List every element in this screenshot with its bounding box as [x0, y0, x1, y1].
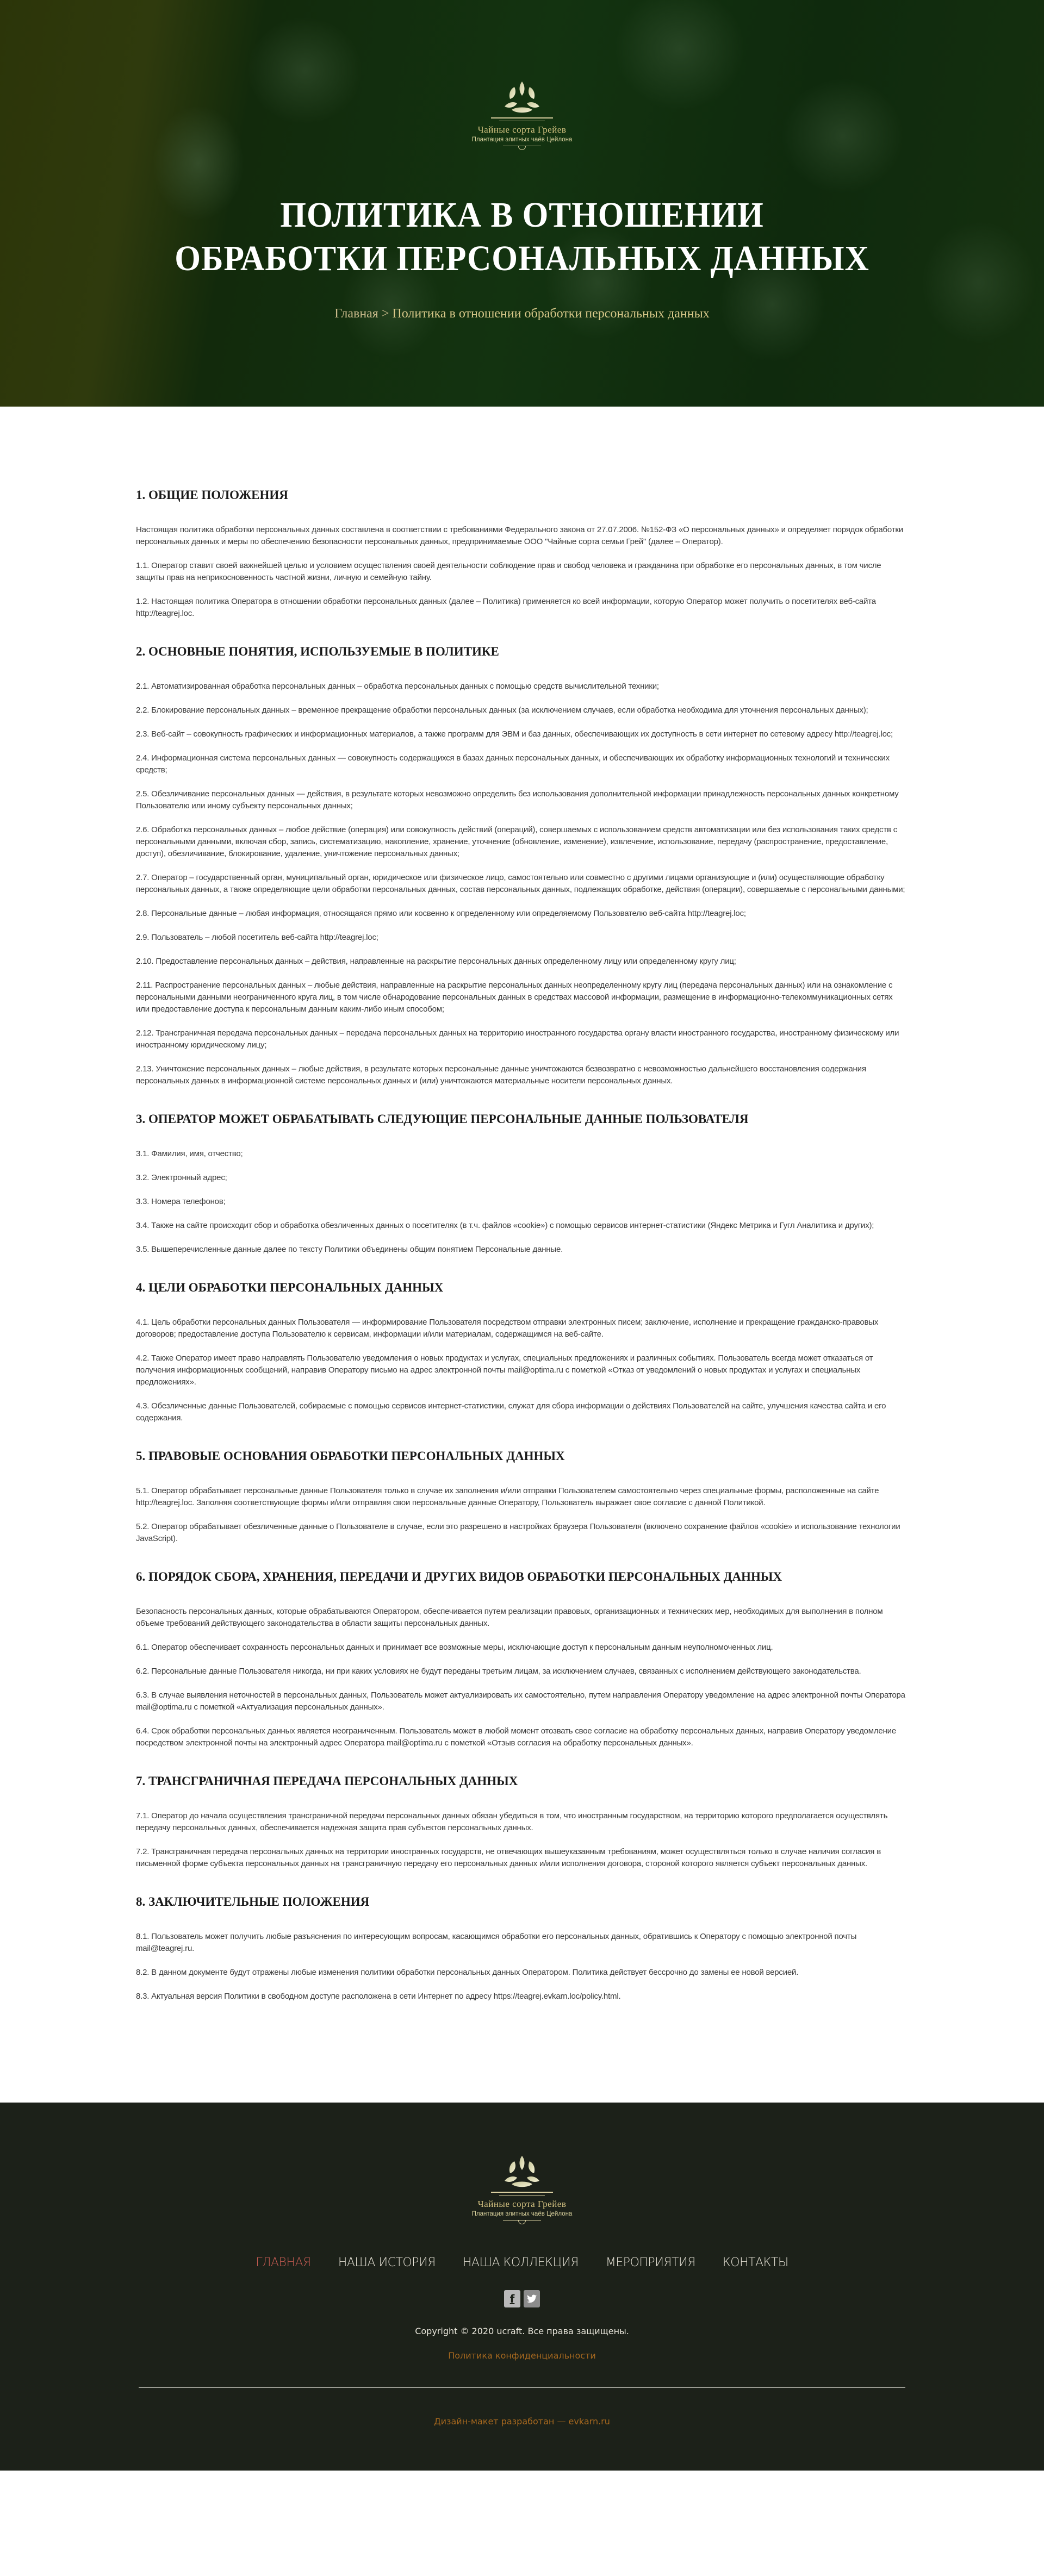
copyright-text: Copyright © 2020 ucraft. Все права защищены.: [415, 2326, 629, 2336]
page-title-line-2: ОБРАБОТКИ ПЕРСОНАЛЬНЫХ ДАННЫХ: [175, 239, 869, 278]
paragraph: 4.2. Также Оператор имеет право направлять Пользователю уведомления о новых продуктах и услугах, специальных предложениях и различных событиях. Пользователь всегда может отказаться от получения информационных сообщений, направив Оператору письмо на адрес электронной почты mail@optima.ru с пометкой «Отказ от уведомлений о новых продуктах и услугах и специальных предложениях».: [136, 1354, 873, 1387]
brand-name: Чайные сорта Грейев: [477, 124, 567, 135]
site-footer: [0, 2103, 1044, 2471]
section-cross-border-transfer: [136, 1773, 908, 1870]
footer-nav-collection[interactable]: НАША КОЛЛЕКЦИЯ: [462, 2256, 579, 2269]
brand-tagline: Плантация элитных чаёв Цейлона: [471, 136, 573, 143]
paragraph: 2.7. Оператор – государственный орган, муниципальный орган, юридическое или физическое лицо, самостоятельно или совместно с другими лицами организующие и (или) осуществляющие обработку персональных данных, а также определяющие цели обработки персональных данных, состав персональных данных, подлежащих обработке, действия (операции), совершаемые с персональными данными;: [136, 873, 905, 894]
paragraph: 7.2. Трансграничная передача персональных данных на территории иностранных государств, не отвечающих вышеуказанным требованиям, может осуществляться только в случае наличия согласия в письменной форме субъекта персональных данных на трансграничную передачу его персональных данных и/или исполнения договора, стороной которого является субъект персональных данных.: [136, 1847, 881, 1868]
section-heading: 3. ОПЕРАТОР МОЖЕТ ОБРАБАТЫВАТЬ СЛЕДУЮЩИЕ ПЕРСОНАЛЬНЫЕ ДАННЫЕ ПОЛЬЗОВАТЕЛЯ: [136, 1112, 749, 1126]
paragraph: 2.8. Персональные данные – любая информация, относящаяся прямо или косвенно к определенному или определяемому Пользователю веб-сайта http://teagrej.loc;: [136, 909, 746, 918]
paragraph: 2.1. Автоматизированная обработка персональных данных – обработка персональных данных с помощью средств вычислительной техники;: [136, 682, 659, 691]
paragraph: 7.1. Оператор до начала осуществления трансграничной передачи персональных данных обязан убедиться в том, что иностранным государством, на территорию которого предполагается осуществлять передачу персональных данных, обеспечивается надежная защита прав субъектов персональных данных.: [136, 1811, 888, 1832]
privacy-policy-link[interactable]: Политика конфиденциальности: [448, 2350, 596, 2361]
logo-ornament-icon: [518, 2221, 526, 2224]
paragraph: 2.11. Распространение персональных данных – любые действия, направленные на раскрытие персональных данных неопределенному кругу лиц (передача персональных данных) или на ознакомление с персональными данными неограниченного круга лиц, в том числе обнародование персональных данных в средствах массовой информации, размещение в информационно-телекоммуникационных сетях или предоставление доступа к персональным данным каким-либо иным способом;: [136, 981, 893, 1014]
paragraph: 5.1. Оператор обрабатывает персональные данные Пользователя только в случае их заполнения и/или отправки Пользователем самостоятельно через специальные формы, расположенные на сайте http://teagrej.loc. Заполняя соответствующие формы и/или отправляя свои персональные данные Оператору, Пользователь выражает свое согласие с данной Политикой.: [136, 1486, 879, 1507]
paragraph: 8.1. Пользователь может получить любые разъяснения по интересующим вопросам, касающимся обработки его персональных данных, обратившись к Оператору с помощью электронной почты mail@teagrej.ru.: [136, 1932, 857, 1953]
paragraph: 2.2. Блокирование персональных данных – временное прекращение обработки персональных данных (за исключением случаев, если обработка необходима для уточнения персональных данных);: [136, 706, 868, 715]
paragraph: 8.2. В данном документе будут отражены любые изменения политики обработки персональных данных Оператором. Политика действует бессрочно до замены ее новой версией.: [136, 1968, 799, 1977]
breadcrumb: [0, 307, 1044, 321]
footer-nav-home[interactable]: ГЛАВНАЯ: [256, 2256, 311, 2269]
section-heading: 5. ПРАВОВЫЕ ОСНОВАНИЯ ОБРАБОТКИ ПЕРСОНАЛЬНЫХ ДАННЫХ: [136, 1449, 565, 1463]
paragraph: 3.4. Также на сайте происходит сбор и обработка обезличенных данных о посетителях (в т.ч. файлов «cookie») с помощью сервисов интернет-статистики (Яндекс Метрика и Гугл Аналитика и других);: [136, 1221, 874, 1230]
section-heading: 6. ПОРЯДОК СБОРА, ХРАНЕНИЯ, ПЕРЕДАЧИ И ДРУГИХ ВИДОВ ОБРАБОТКИ ПЕРСОНАЛЬНЫХ ДАННЫХ: [136, 1570, 782, 1583]
breadcrumb-current: Политика в отношении обработки персональных данных: [392, 307, 710, 321]
brand-tagline: Плантация элитных чаёв Цейлона: [471, 2211, 573, 2217]
paragraph: 3.5. Вышеперечисленные данные далее по тексту Политики объединены общим понятием Персональные данные.: [136, 1245, 563, 1254]
paragraph: 5.2. Оператор обрабатывает обезличенные данные о Пользователе в случае, если это разрешено в настройках браузера Пользователя (включено сохранение файлов «cookie» и использование технологии JavaScript).: [136, 1522, 900, 1543]
paragraph: 2.5. Обезличивание персональных данных — действия, в результате которых невозможно определить без использования дополнительной информации принадлежность персональных данных конкретному Пользователю или иному субъекту персональных данных;: [136, 789, 899, 810]
paragraph: 6.3. В случае выявления неточностей в персональных данных, Пользователь может актуализировать их самостоятельно, путем направления Оператору уведомление на адрес электронной почты Оператора mail@optima.ru с пометкой «Актуализация персональных данных».: [136, 1691, 905, 1712]
page-title-line-1: ПОЛИТИКА В ОТНОШЕНИИ: [280, 195, 764, 235]
section-general-provisions: [136, 487, 908, 620]
section-heading: 8. ЗАКЛЮЧИТЕЛЬНЫЕ ПОЛОЖЕНИЯ: [136, 1895, 370, 1908]
tea-leaves-logo-icon: [503, 2155, 541, 2188]
footer-divider: [139, 2387, 905, 2388]
policy-content: [136, 407, 908, 2103]
section-heading: 7. ТРАНСГРАНИЧНАЯ ПЕРЕДАЧА ПЕРСОНАЛЬНЫХ ДАННЫХ: [136, 1774, 518, 1788]
twitter-bird-icon: [527, 2294, 537, 2303]
design-credit-link[interactable]: Дизайн-макет разработан — evkarn.ru: [434, 2416, 610, 2427]
section-heading: 4. ЦЕЛИ ОБРАБОТКИ ПЕРСОНАЛЬНЫХ ДАННЫХ: [136, 1281, 444, 1294]
paragraph: 8.3. Актуальная версия Политики в свободном доступе расположена в сети Интернет по адресу https://teagrej.evkarn.loc/policy.html.: [136, 1992, 621, 2001]
hero-banner: [0, 0, 1044, 407]
logo-divider: [491, 117, 553, 118]
paragraph: 1.1. Оператор ставит своей важнейшей целью и условием осуществления своей деятельности соблюдение прав и свобод человека и гражданина при обработке его персональных данных, в том числе защиты прав на неприкосновенность частной жизни, личную и семейную тайну.: [136, 561, 881, 582]
footer-nav-contacts[interactable]: КОНТАКТЫ: [722, 2256, 788, 2269]
facebook-icon[interactable]: [504, 2290, 520, 2307]
paragraph: 2.4. Информационная система персональных данных — совокупность содержащихся в базах данных персональных данных, и обеспечивающих их обработку информационных технологий и технических средств;: [136, 753, 890, 775]
paragraph: 6.4. Срок обработки персональных данных является неограниченным. Пользователь может в любой момент отозвать свое согласие на обработку персональных данных, направив Оператору уведомление посредством электронной почты на электронный адрес Оператора mail@optima.ru с пометкой «Отзыв согласия на обработку персональных данных».: [136, 1726, 896, 1748]
section-legal-grounds: [136, 1448, 908, 1545]
paragraph: Настоящая политика обработки персональных данных составлена в соответствии с требованиями Федерального закона от 27.07.2006. №152-ФЗ «О персональных данных» и определяет порядок обработки персональных данных и меры по обеспечению безопасности персональных данных, предпринимаемые ООО "Чайные сорта семьи Грей" (далее – Оператор).: [136, 525, 903, 546]
footer-nav-history[interactable]: НАША ИСТОРИЯ: [338, 2256, 436, 2269]
paragraph: 4.1. Цель обработки персональных данных Пользователя — информирование Пользователя посредством отправки электронных писем; заключение, исполнение и прекращение гражданско-правовых договоров; предоставление доступа Пользователю к сервисам, информации и/или материалам, содержащимся на веб-сайте.: [136, 1318, 879, 1339]
section-processing-procedure: [136, 1569, 908, 1749]
paragraph: 3.1. Фамилия, имя, отчество;: [136, 1149, 243, 1158]
paragraph: 6.2. Персональные данные Пользователя никогда, ни при каких условиях не будут переданы третьим лицам, за исключением случаев, связанных с исполнением действующего законодательства.: [136, 1667, 861, 1676]
header-logo[interactable]: [457, 80, 587, 150]
facebook-glyph: f: [509, 2292, 515, 2305]
brand-name: Чайные сорта Грейев: [477, 2199, 567, 2209]
paragraph: 3.2. Электронный адрес;: [136, 1173, 227, 1182]
paragraph: Безопасность персональных данных, которые обрабатываются Оператором, обеспечивается путем реализации правовых, организационных и технических мер, необходимых для выполнения в полном объеме требований действующего законодательства в области защиты персональных данных.: [136, 1607, 883, 1628]
footer-nav-events[interactable]: МЕРОПРИЯТИЯ: [605, 2256, 695, 2269]
section-heading: 2. ОСНОВНЫЕ ПОНЯТИЯ, ИСПОЛЬЗУЕМЫЕ В ПОЛИТИКЕ: [136, 645, 499, 658]
paragraph: 3.3. Номера телефонов;: [136, 1197, 226, 1206]
paragraph: 2.9. Пользователь – любой посетитель веб-сайта http://teagrej.loc;: [136, 933, 378, 942]
logo-divider: [491, 2192, 553, 2193]
footer-nav: [0, 2256, 1044, 2269]
paragraph: 2.10. Предоставление персональных данных – действия, направленные на раскрытие персональных данных определенному лицу или определенному кругу лиц;: [136, 957, 736, 966]
paragraph: 2.6. Обработка персональных данных – любое действие (операция) или совокупность действий (операций), совершаемых с использованием средств автоматизации или без использования таких средств с персональными данными, включая сбор, запись, систематизацию, накопление, хранение, уточнение (обновление, изменение), извлечение, использование, передачу (распространение, предоставление, доступ), обезличивание, блокирование, удаление, уничтожение персональных данных;: [136, 825, 898, 858]
paragraph: 2.12. Трансграничная передача персональных данных – передача персональных данных на территорию иностранного государства органу власти иностранного государства, иностранному физическому или иностранному юридическому лицу;: [136, 1028, 899, 1050]
section-definitions: [136, 644, 908, 1087]
section-purposes: [136, 1280, 908, 1424]
breadcrumb-separator: >: [381, 307, 389, 321]
section-collected-data: [136, 1111, 908, 1256]
tea-leaves-logo-icon: [503, 80, 541, 114]
breadcrumb-home-link[interactable]: Главная: [334, 307, 378, 321]
paragraph: 2.3. Веб-сайт – совокупность графических и информационных материалов, а также программ для ЭВМ и баз данных, обеспечивающих их доступность в сети интернет по сетевому адресу http://teagrej.loc;: [136, 729, 893, 739]
logo-ornament-icon: [518, 146, 526, 150]
paragraph: 2.13. Уничтожение персональных данных – любые действия, в результате которых персональные данные уничтожаются безвозвратно с невозможностью дальнейшего восстановления содержания персональных данных в информационной системе персональных данных и (или) уничтожаются материальные носители персональных данных.: [136, 1064, 866, 1086]
footer-logo[interactable]: [457, 2155, 587, 2224]
section-final-provisions: [136, 1894, 908, 2003]
paragraph: 6.1. Оператор обеспечивает сохранность персональных данных и принимает все возможные меры, исключающие доступ к персональным данным неуполномоченных лиц.: [136, 1643, 773, 1652]
paragraph: 4.3. Обезличенные данные Пользователей, собираемые с помощью сервисов интернет-статистики, служат для сбора информации о действиях Пользователей на сайте, улучшения качества сайта и его содержания.: [136, 1401, 886, 1423]
social-links: [0, 2290, 1044, 2307]
page-title: [36, 194, 1008, 280]
section-heading: 1. ОБЩИЕ ПОЛОЖЕНИЯ: [136, 488, 288, 502]
paragraph: 1.2. Настоящая политика Оператора в отношении обработки персональных данных (далее – Политика) применяется ко всей информации, которую Оператор может получить о посетителях веб-сайта http://teagrej.loc.: [136, 597, 876, 618]
twitter-icon[interactable]: [524, 2290, 540, 2307]
